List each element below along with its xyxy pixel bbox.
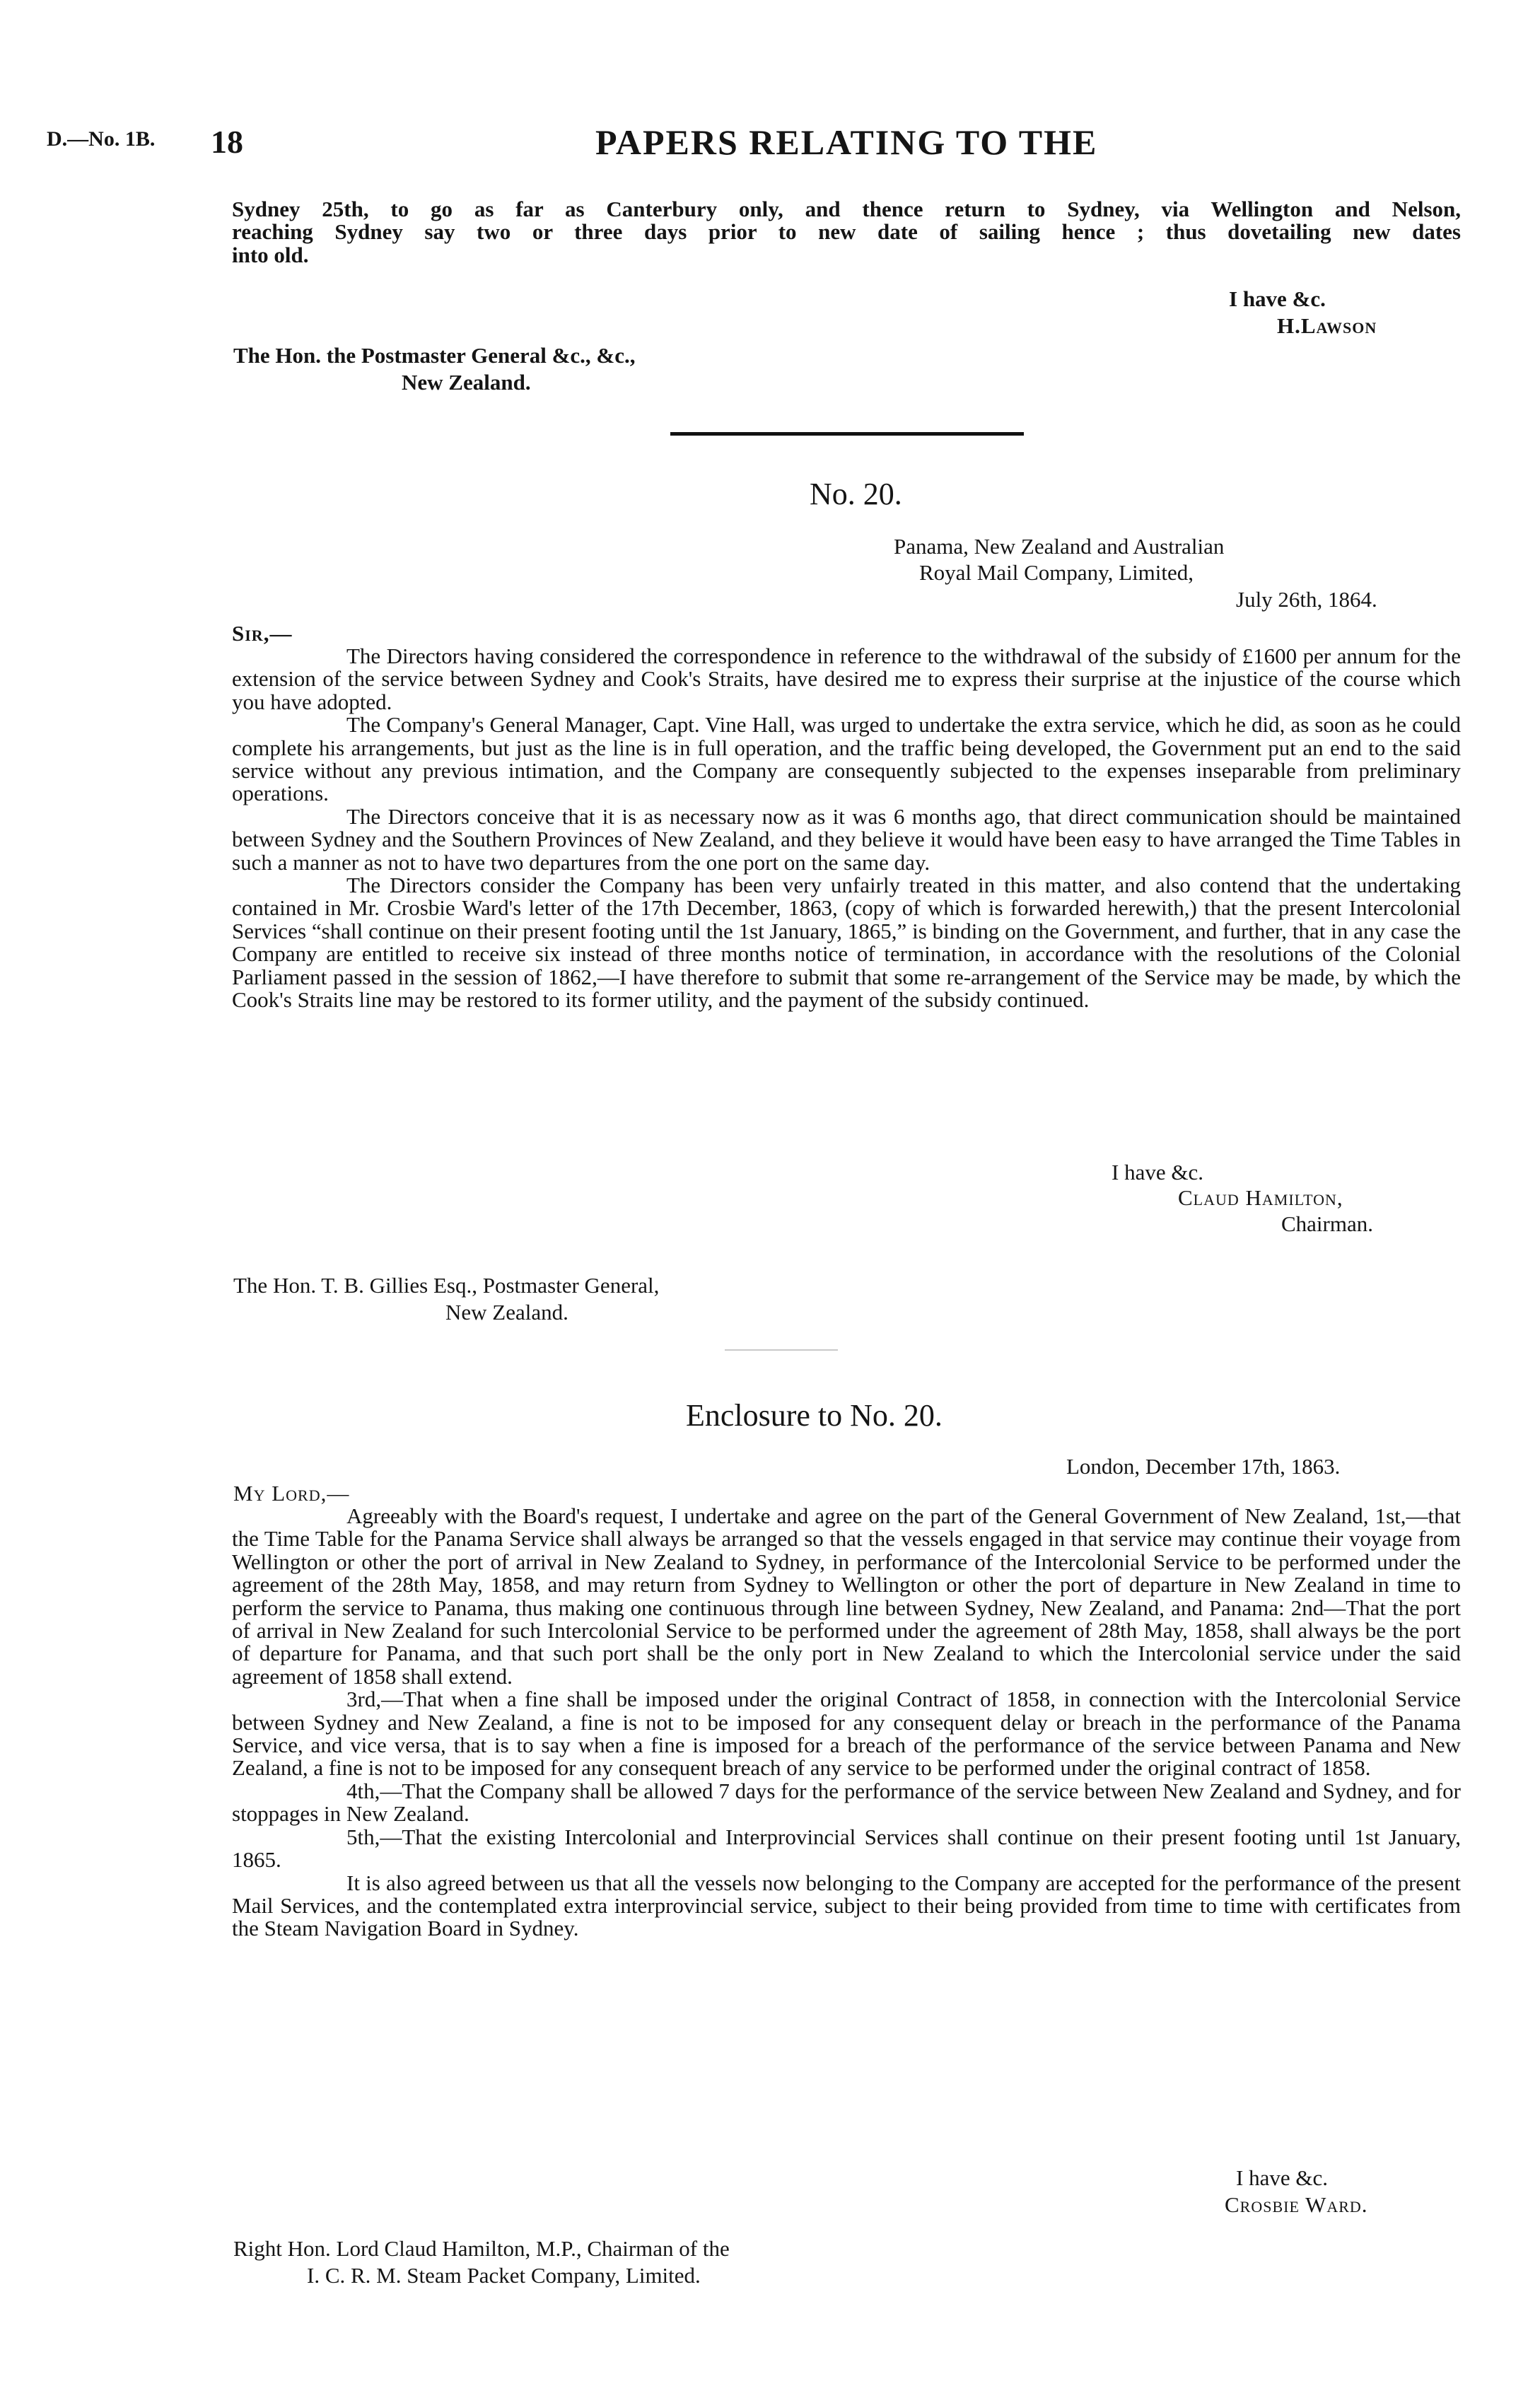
letter-date: London, December 17th, 1863. <box>1066 1454 1341 1479</box>
section-divider <box>725 1349 838 1351</box>
addressee-line-1: Right Hon. Lord Claud Hamilton, M.P., Chairman of the <box>233 2236 730 2261</box>
running-title: PAPERS RELATING TO THE <box>595 122 1098 162</box>
sender-line-1: Panama, New Zealand and Australian <box>894 534 1225 559</box>
signature-hamilton: Claud Hamilton, <box>1178 1185 1343 1210</box>
addressee-line-2: New Zealand. <box>402 370 531 395</box>
paragraph: The Directors having considered the correspondence in reference to the withdrawal of the subsidy of £1600 per annum for the extension of the service between Sydney and Cook's Straits, have desired me to express their surprise at the injustice of the course which you have adopted. <box>232 644 1461 714</box>
continuation-line-1: Sydney 25th, to go as far as Canterbury only, and thence return to Sydney, via Wellington and Nelson, <box>232 197 1461 221</box>
paragraph: The Directors consider the Company has been very unfairly treated in this matter, and also contend that the undertaking contained in Mr. Crosbie Ward's letter of the 17th December, 1863, (copy of which is forwarded herewith,) that the present Intercolonial Services “shall continue on their present footing until the 1st January, 1865,” is binding on the Government, and further, that in any case the Company are entitled to receive six instead of three months notice of termination, in accordance with the resolutions of the Colonial Parliament passed in the session of 1862,—I have therefore to submit that some re-arrangement of the Service may be made, by which the Cook's Straits line may be restored to its former utility, and the payment of the subsidy continued. <box>232 873 1461 1013</box>
paragraph: The Directors conceive that it is as necessary now as it was 6 months ago, that direct communication should be maintained between Sydney and the Southern Provinces of New Zealand, and they believe it would have been easy to have arranged the Time Tables in such a manner as not to have two departures from the one port on the same day. <box>232 803 1461 875</box>
paragraph: 3rd,—That when a fine shall be imposed under the original Contract of 1858, in connection with the Intercolonial Service between Sydney and New Zealand, a fine is not to be imposed for any consequent delay or breach in the performance of the Panama Service, and vice versa, that is to say when a fine is imposed for a breach of the performance of the service between Panama and New Zealand, a fine is not to be imposed for any consequent breach of any service to be performed under the original contract of 1858. <box>232 1687 1461 1781</box>
section-heading-enclosure: Enclosure to No. 20. <box>686 1398 943 1433</box>
section-heading-no-20: No. 20. <box>810 477 902 511</box>
addressee-line-1: The Hon. the Postmaster General &c., &c., <box>233 343 636 368</box>
signature-ward: Crosbie Ward. <box>1225 2192 1368 2217</box>
paragraph: 5th,—That the existing Intercolonial and Interprovincial Services shall continue on their present footing until 1st January, 1865. <box>232 1824 1461 1873</box>
addressee-line-2: I. C. R. M. Steam Packet Company, Limited. <box>307 2263 701 2288</box>
continuation-line-3: into old. <box>232 242 309 267</box>
addressee-line-2: New Zealand. <box>445 1300 568 1325</box>
paragraph: It is also agreed between us that all the vessels now belonging to the Company are accepted for the performance of the present Mail Services, and the contemplated extra interprovincial service, subject to their being provided from time to time with certificates from the Steam Navigation Board in Sydney. <box>232 1870 1461 1941</box>
signature-lawson: H.Lawson <box>1277 313 1377 338</box>
paragraph: Agreeably with the Board's request, I undertake and agree on the part of the General Government of New Zealand, 1st,—that the Time Table for the Panama Service shall always be arranged so that the vessels engaged in that service may continue their voyage from Wellington or other the port of arrival in New Zealand to Sydney, in performance of the Intercolonial Service to be performed under the agreement of the 28th May, 1858, and may return from Sydney to Wellington or other the port of departure in New Zealand in time to perform the service to Panama, thus making one continuous through line between Sydney, New Zealand, and Panama: 2nd—That the port of arrival in New Zealand for such Intercolonial Service to be performed under the agreement of 28th May, 1858, shall always be the port of departure for Panama, and that such port shall be the only port in New Zealand to which the Intercolonial service under the said agreement of 1858 shall extend. <box>232 1503 1461 1689</box>
paragraph: The Company's General Manager, Capt. Vine Hall, was urged to undertake the extra service, which he did, as soon as he could complete his arrangements, but just as the line is in full operation, and the traffic being developed, the Government put an end to the said service without any previous intimation, and the Company are consequently subjected to the expenses inseparable from preliminary operations. <box>232 712 1461 806</box>
letter-date: July 26th, 1864. <box>1236 587 1377 612</box>
continuation-line-2: reaching Sydney say two or three days prior to new date of sailing hence ; thus dovetailing new dates <box>232 219 1461 245</box>
closing-phrase: I have &c. <box>1112 1160 1203 1185</box>
paragraph: 4th,—That the Company shall be allowed 7 days for the performance of the service between New Zealand and Sydney, and for stoppages in New Zealand. <box>232 1778 1461 1827</box>
closing-phrase: I have &c. <box>1236 2165 1328 2190</box>
salutation: Sir,— <box>232 621 293 646</box>
signature-title: Chairman. <box>1281 1211 1373 1236</box>
addressee-line-1: The Hon. T. B. Gillies Esq., Postmaster General, <box>233 1273 660 1298</box>
sender-line-2: Royal Mail Company, Limited, <box>919 560 1194 585</box>
document-reference: D.—No. 1B. <box>47 127 156 151</box>
enclosure-body <box>232 1505 1461 1940</box>
page-number: 18 <box>211 124 243 160</box>
letter-body <box>232 645 1461 1012</box>
salutation: My Lord,— <box>233 1481 350 1506</box>
section-divider <box>670 432 1024 436</box>
letter-continuation-text <box>232 198 1461 267</box>
closing-phrase: I have &c. <box>1229 286 1326 311</box>
